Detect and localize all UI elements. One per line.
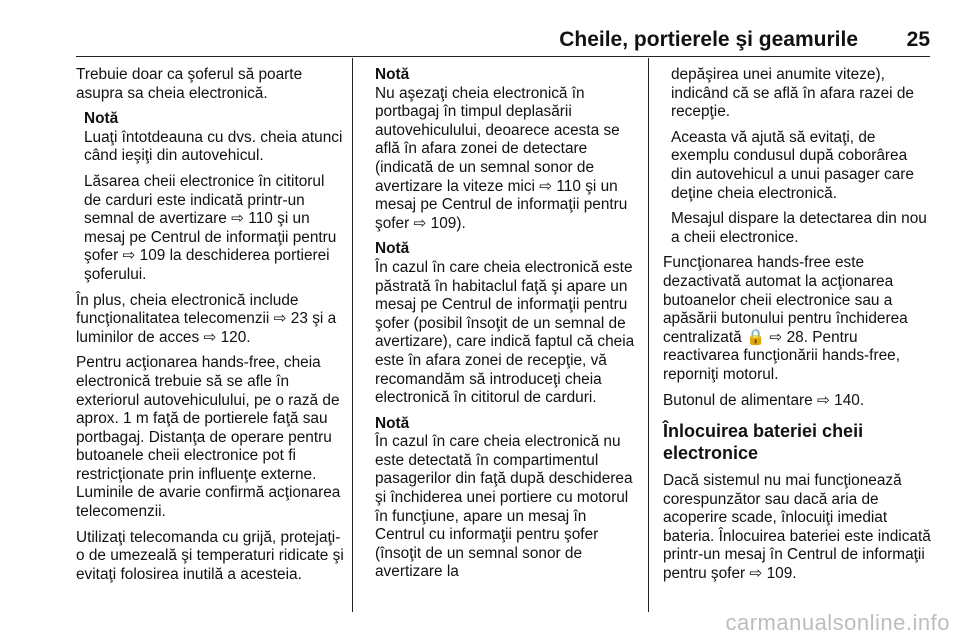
column-divider-right <box>648 58 649 612</box>
note-text: depăşirea unei anumite viteze), indicând că se află în afara razei de recepţie. <box>671 66 914 121</box>
note-text: Mesajul dispare la detectarea din nou a cheii electronice. <box>671 210 927 246</box>
note-text: În cazul în care cheia electronică nu este detectată în compartimentul pasagerilor din faţă după deschiderea şi închiderea unei portiere cu motorul în funcţiune, apare un mesaj în Centrul cu informaţii pentru şofer (însoţit de un semnal sonor de avertizare la <box>375 433 633 581</box>
paragraph: Utilizaţi telecomanda cu grijă, protejaţi-o de umezeală şi temperaturi ridicate şi evitaţi folosirea inutilă a acesteia. <box>76 528 344 583</box>
page-title: Cheile, portierele şi geamurile <box>559 28 858 51</box>
note-text: Lăsarea cheii electronice în cititorul de carduri este indicată printr-un semnal de avertizare ⇨ 110 şi un mesaj pe Centrul de informaţii pentru şofer ⇨ 109 la deschiderea portierei şoferului. <box>84 172 337 283</box>
section-heading: Înlocuirea bateriei cheii electronice <box>663 421 864 464</box>
note-text: Luaţi întotdeauna cu dvs. cheia atunci când ieşiţi din autovehicul. <box>84 128 343 165</box>
note-label: Notă <box>375 240 410 258</box>
column-3 <box>663 66 931 591</box>
note-text: Nu aşezaţi cheia electronică în portbagaj în timpul deplasării autovehiculului, deoarece acesta se află în afara zonei de detectare (indicată de un semnal sonor de avertizare la viteze mici ⇨ 110 şi un mesaj pe Centrul de informaţii pentru şofer ⇨ 109). <box>375 84 628 232</box>
paragraph: Pentru acţionarea hands-free, cheia electronică trebuie să se afle în exteriorul autovehiculului, pe o rază de aprox. 1 m faţă de portierele faţă sau portbagaj. Distanţa de operare pentru butoanele cheii electronice pot fi restricţionate prin influenţe externe. Luminile de avarie confirmă acţionarea telecomenzii. <box>76 354 341 521</box>
column-1 <box>76 66 344 591</box>
paragraph: Butonul de alimentare ⇨ 140. <box>663 391 865 409</box>
page-number: 25 <box>906 28 930 51</box>
note-text: Aceasta vă ajută să evitaţi, de exemplu condusul după coborârea din autovehicul a unui pasager care deţine cheia electronică. <box>671 128 914 202</box>
watermark: carmanualsonline.info <box>725 610 950 635</box>
paragraph: În plus, cheia electronică include funcţionalitatea telecomenzii ⇨ 23 şi a luminilor de acces ⇨ 120. <box>76 291 337 346</box>
note-label: Notă <box>375 414 410 432</box>
paragraph: Funcţionarea hands-free este dezactivată automat la acţionarea butoanelor cheii electronice sau a apăsării butonului pentru închiderea centralizată 🔒 ⇨ 28. Pentru reactivarea funcţionării hands-free, reporniţi motorul. <box>663 254 908 383</box>
page-header <box>76 28 930 57</box>
note-label: Notă <box>375 66 410 83</box>
note-label: Notă <box>84 110 119 128</box>
paragraph: Dacă sistemul nu mai funcţionează corespunzător sau dacă aria de acoperire scade, înlocuiţi imediat bateria. Înlocuirea bateriei este indicată printr-un mesaj în Centrul de informaţii pentru şofer ⇨ 109. <box>663 472 931 583</box>
column-2 <box>375 66 640 589</box>
note-continuation <box>663 66 931 247</box>
column-divider-left <box>352 58 353 612</box>
paragraph: Trebuie doar ca şoferul să poarte asupra sa cheia electronică. <box>76 66 303 102</box>
note-text: În cazul în care cheia electronică este păstrată în habitaclul faţă şi apare un mesaj pe Centrul de informaţii pentru şofer (posibil însoţit de un semnal de avertizare), care indică faptul că cheia este în afara zonei de recepţie, vă recomandăm să introduceţi cheia electronică în cititorul de carduri. <box>375 258 635 407</box>
note-block <box>76 110 344 284</box>
